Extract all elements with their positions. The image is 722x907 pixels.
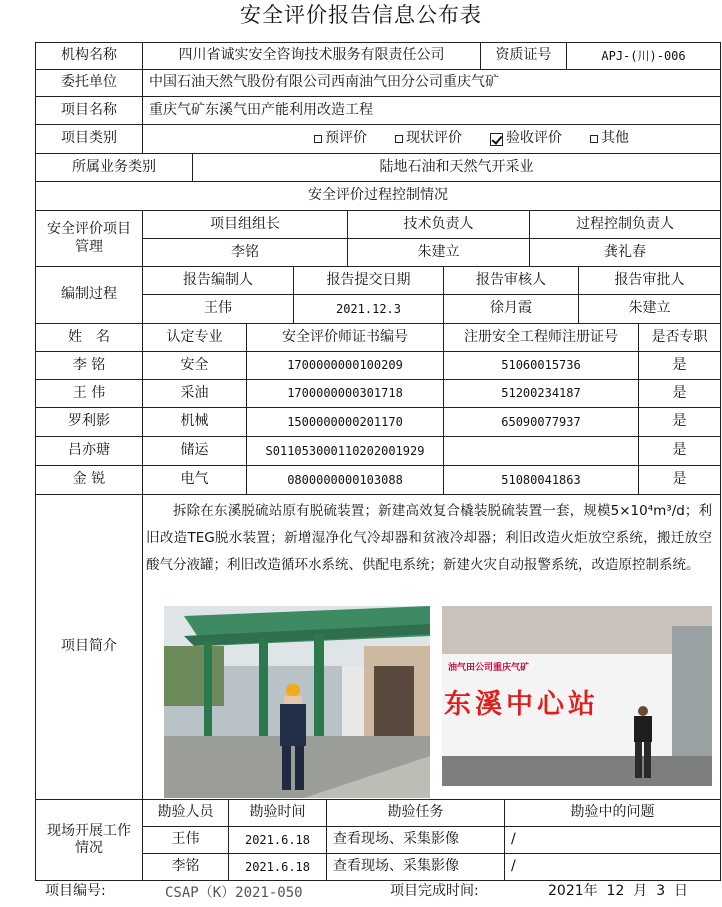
footer-done-label: 项目完成时间: (390, 883, 479, 899)
staff-specialty: 采油 (142, 379, 247, 408)
staff-specialty: 安全 (142, 351, 247, 380)
staff-name: 金 锐 (35, 465, 143, 495)
business-value: 陆地石油和天然气开采业 (192, 153, 721, 182)
category-label: 项目类别 (35, 124, 143, 154)
site-photo-canopy (164, 606, 430, 798)
staff-name: 罗利影 (35, 407, 143, 437)
option-pre-evaluation[interactable]: 预评价 (314, 130, 367, 148)
staff-name: 李 铭 (35, 351, 143, 380)
staff-reg: 51200234187 (443, 379, 639, 408)
checkbox-icon (314, 135, 322, 143)
survey-person: 李铭 (142, 853, 229, 881)
survey-header-person: 勘验人员 (142, 799, 229, 827)
staff-reg: 65090077937 (443, 407, 639, 437)
client-label: 委托单位 (35, 69, 143, 97)
mgmt-header-control: 过程控制负责人 (529, 210, 721, 239)
survey-header-task: 勘验任务 (326, 799, 505, 827)
sign-main-text: 东溪中心站 (444, 689, 599, 720)
comp-header-date: 报告提交日期 (293, 266, 444, 295)
staff-header-cert: 安全评价师证书编号 (246, 323, 444, 352)
cert-label: 资质证号 (480, 42, 567, 70)
comp-reviewer: 徐月霞 (443, 294, 579, 324)
page-title: 安全评价报告信息公布表 (240, 3, 482, 27)
staff-header-reg: 注册安全工程师注册证号 (443, 323, 639, 352)
project-label: 项目名称 (35, 96, 143, 125)
staff-reg: 51060015736 (443, 351, 639, 380)
footer-project-no-label: 项目编号: (45, 883, 106, 899)
business-label: 所属业务类别 (35, 153, 193, 182)
survey-label: 现场开展工作情况 (35, 799, 143, 881)
staff-specialty: 机械 (142, 407, 247, 437)
survey-person: 王伟 (142, 826, 229, 854)
staff-specialty: 电气 (142, 465, 247, 495)
footer-done-date: 2021年 12 月 3 日 (548, 883, 689, 899)
checked-checkbox-icon (490, 133, 503, 146)
staff-fulltime: 是 (638, 465, 721, 495)
staff-cert: 1700000000100209 (246, 351, 444, 380)
footer-project-no: CSAP（K）2021-050 (165, 885, 303, 901)
management-label: 安全评价项目管理 (35, 210, 143, 267)
compilation-label: 编制过程 (35, 266, 143, 324)
sign-top-text: 油气田公司重庆气矿 (448, 663, 530, 673)
comp-header-author: 报告编制人 (142, 266, 294, 295)
staff-fulltime: 是 (638, 436, 721, 466)
staff-header-name: 姓 名 (35, 323, 143, 352)
survey-date: 2021.6.18 (228, 853, 327, 881)
survey-date: 2021.6.18 (228, 826, 327, 854)
staff-fulltime: 是 (638, 351, 721, 380)
site-photo-station-sign (442, 606, 712, 786)
org-label: 机构名称 (35, 42, 143, 70)
option-other[interactable]: 其他 (590, 130, 629, 148)
survey-header-date: 勘验时间 (228, 799, 327, 827)
mgmt-tech: 朱建立 (347, 238, 530, 267)
category-options (142, 124, 721, 154)
comp-approver: 朱建立 (578, 294, 721, 324)
checkbox-icon (590, 135, 598, 143)
comp-header-approver: 报告审批人 (578, 266, 721, 295)
staff-cert: 1700000000301718 (246, 379, 444, 408)
org-value: 四川省诚实安全咨询技术服务有限责任公司 (142, 42, 481, 70)
comp-author: 王伟 (142, 294, 294, 324)
staff-name: 王 伟 (35, 379, 143, 408)
staff-cert: S011053000110202001929 (246, 436, 444, 466)
process-section-header: 安全评价过程控制情况 (35, 181, 721, 211)
staff-name: 吕亦瑭 (35, 436, 143, 466)
staff-header-specialty: 认定专业 (142, 323, 247, 352)
staff-specialty: 储运 (142, 436, 247, 466)
survey-issue: / (504, 826, 721, 854)
survey-task: 查看现场、采集影像 (326, 853, 505, 881)
staff-reg: 51080041863 (443, 465, 639, 495)
staff-cert: 0800000000103088 (246, 465, 444, 495)
option-acceptance-evaluation[interactable]: 验收评价 (490, 130, 562, 148)
mgmt-control: 龚礼春 (529, 238, 721, 267)
mgmt-leader: 李铭 (142, 238, 348, 267)
comp-header-reviewer: 报告审核人 (443, 266, 579, 295)
staff-fulltime: 是 (638, 379, 721, 408)
intro-text: 拆除在东溪脱硫站原有脱硫装置；新建高效复合橇装脱硫装置一套，规模5×10⁴m³/d；利旧改造TEG脱水装置；新增湿净化气冷却器和贫液冷却器；利旧改造火炬放空系统，搬迁放空酸气分液罐；利旧改造循环水系统、供配电系统；新建火灾自动报警系统，改造原控制系统。 (146, 503, 712, 573)
checkbox-icon (395, 135, 403, 143)
mgmt-header-leader: 项目组组长 (142, 210, 348, 239)
staff-fulltime: 是 (638, 407, 721, 437)
comp-date: 2021.12.3 (293, 294, 444, 324)
mgmt-header-tech: 技术负责人 (347, 210, 530, 239)
staff-header-fulltime: 是否专职 (638, 323, 721, 352)
survey-issue: / (504, 853, 721, 881)
intro-label: 项目简介 (35, 494, 143, 800)
survey-header-issue: 勘验中的问题 (504, 799, 721, 827)
option-status-evaluation[interactable]: 现状评价 (395, 130, 462, 148)
staff-cert: 1500000000201170 (246, 407, 444, 437)
survey-task: 查看现场、采集影像 (326, 826, 505, 854)
client-value: 中国石油天然气股份有限公司西南油气田分公司重庆气矿 (142, 69, 721, 97)
project-value: 重庆气矿东溪气田产能利用改造工程 (142, 96, 721, 125)
cert-value: APJ-(川)-006 (566, 42, 721, 70)
staff-reg (443, 436, 639, 466)
